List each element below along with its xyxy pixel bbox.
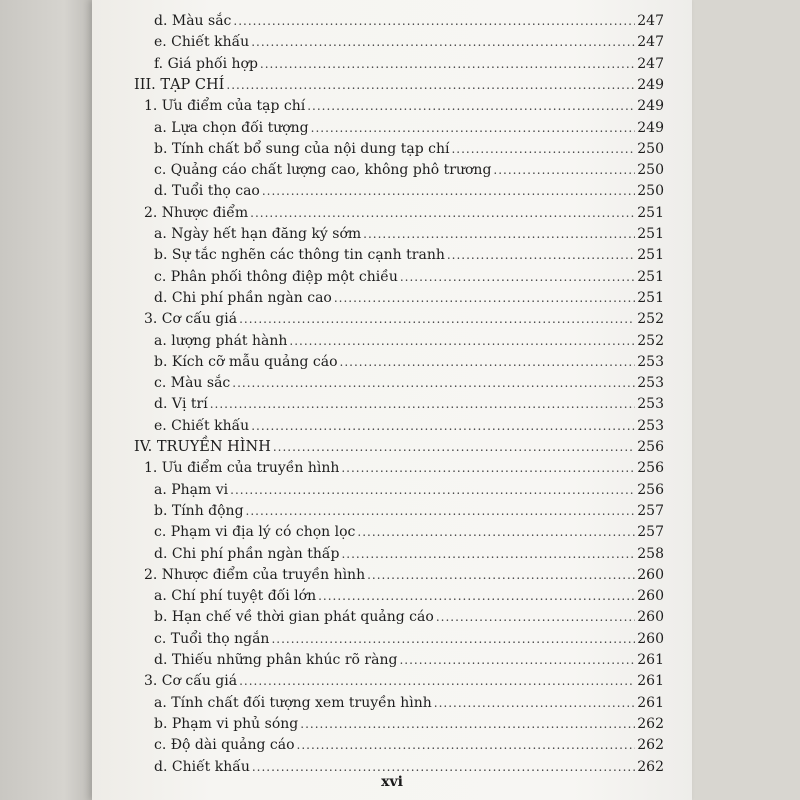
toc-entry [134, 692, 664, 714]
toc-entry-title: a. Tính chất đối tượng xem truyền hình [154, 694, 432, 711]
toc-entry-page: 257 [637, 502, 664, 519]
dot-leader [251, 415, 635, 437]
dot-leader [447, 244, 635, 266]
toc-entry-title: 2. Nhược điểm [144, 204, 249, 221]
toc-entry-title: d. Thiếu những phân khúc rõ ràng [154, 652, 398, 668]
dot-leader [297, 734, 636, 756]
dot-leader [367, 564, 635, 586]
toc-entry-page: 262 [637, 758, 664, 775]
dot-leader [230, 479, 635, 501]
toc-entry-page: 251 [637, 289, 664, 306]
toc-entry [134, 543, 664, 565]
toc-entry-page: 252 [637, 332, 664, 349]
toc-entry [134, 308, 664, 330]
toc-entry [134, 713, 664, 735]
toc-entry [134, 10, 664, 32]
dot-leader [434, 692, 635, 714]
toc-entry-title: d. Chiết khấu [154, 758, 250, 775]
toc-entry [134, 415, 664, 437]
toc-entry-page: 256 [637, 481, 664, 498]
toc-entry [134, 734, 664, 756]
toc-entry-page: 260 [637, 609, 664, 626]
dot-leader [239, 308, 635, 330]
dot-leader [451, 138, 635, 160]
toc-entry [134, 117, 664, 139]
toc-entry-page: 253 [637, 396, 664, 413]
toc-entry [134, 31, 664, 53]
dot-leader [341, 457, 635, 479]
dot-leader [399, 649, 635, 671]
toc-entry-title: b. Phạm vi phủ sóng [154, 715, 299, 732]
dot-leader [318, 585, 635, 607]
toc-entry [134, 606, 664, 628]
toc-entry-title: 1. Ưu điểm của tạp chí [144, 98, 306, 115]
toc-entry-page: 261 [637, 694, 664, 711]
toc-entry-page: 247 [637, 34, 664, 51]
toc-entry-title: b. Tính động [154, 502, 244, 519]
toc-entry [134, 649, 664, 671]
toc-entry-title: 2. Nhược điểm của truyền hình [144, 566, 366, 583]
toc-page [92, 0, 692, 800]
toc-entry [134, 393, 664, 415]
toc-entry-title: IV. TRUYỀN HÌNH [134, 439, 271, 455]
toc-entry [134, 159, 664, 181]
toc-entry [134, 670, 664, 692]
toc-entry-page: 262 [637, 737, 664, 754]
dot-leader [233, 10, 635, 32]
toc-entry-page: 250 [637, 140, 664, 157]
toc-entry-page: 250 [637, 162, 664, 179]
toc-entry-title: III. TẠP CHÍ [134, 76, 225, 93]
toc-entry-page: 247 [637, 55, 664, 72]
toc-entry [134, 436, 664, 458]
dot-leader [250, 202, 635, 224]
toc-entry-title: e. Chiết khấu [154, 34, 250, 51]
toc-entry-title: f. Giá phối hợp [154, 55, 258, 72]
toc-entry-title: c. Phân phối thông điệp một chiều [154, 268, 398, 285]
toc-entry-page: 249 [637, 119, 664, 136]
dot-leader [300, 713, 635, 735]
toc-entry-title: d. Chi phí phần ngàn cao [154, 289, 332, 306]
toc-entry-title: 3. Cơ cấu giá [144, 311, 238, 328]
dot-leader [260, 53, 635, 75]
toc-entry-page: 252 [637, 311, 664, 328]
toc-entry-page: 249 [637, 76, 664, 93]
toc-entry-page: 260 [637, 588, 664, 605]
toc-entry-title: 1. Ưu điểm của truyền hình [144, 460, 340, 477]
toc-entry-title: b. Hạn chế về thời gian phát quảng cáo [154, 609, 434, 626]
toc-entry-page: 253 [637, 375, 664, 392]
toc-entry-page: 249 [637, 98, 664, 115]
dot-leader [311, 117, 636, 139]
toc-entry-title: b. Kích cỡ mẫu quảng cáo [154, 353, 338, 370]
toc-entry [134, 457, 664, 479]
toc-entry-title: e. Chiết khấu [154, 417, 250, 434]
toc-entry-title: c. Quảng cáo chất lượng cao, không phô trương [154, 162, 492, 179]
toc-entry-title: a. Chí phí tuyệt đối lớn [154, 588, 317, 605]
dot-leader [271, 628, 635, 650]
toc-entry-title: a. Phạm vi [154, 481, 229, 498]
toc-entry-page: 251 [637, 204, 664, 221]
toc-entry-title: c. Phạm vi địa lý có chọn lọc [154, 524, 356, 541]
toc-entry-title: c. Độ dài quảng cáo [154, 737, 295, 754]
toc-entry-title: a. Lựa chọn đối tượng [154, 119, 309, 136]
toc-entry-title: d. Chi phí phần ngàn thấp [154, 545, 340, 562]
toc-entry-title: d. Tuổi thọ cao [154, 183, 260, 200]
dot-leader [307, 95, 635, 117]
toc-entry-page: 253 [637, 353, 664, 370]
toc-entry-page: 261 [637, 652, 664, 668]
toc-entry-page: 251 [637, 247, 664, 264]
dot-leader [357, 521, 635, 543]
toc-entry [134, 180, 664, 202]
toc-entry [134, 138, 664, 160]
toc-entry-title: 3. Cơ cấu giá [144, 673, 238, 690]
toc-entry-page: 262 [637, 715, 664, 732]
toc-entry [134, 564, 664, 586]
dot-leader [210, 393, 636, 415]
toc-entry-title: c. Tuổi thọ ngắn [154, 630, 270, 647]
dot-leader [341, 543, 635, 565]
toc-entry-page: 256 [637, 439, 664, 455]
toc-entry-title: b. Sự tắc nghẽn các thông tin cạnh tranh [154, 247, 445, 264]
book-gutter [0, 0, 92, 800]
toc-entry-title: a. Ngày hết hạn đăng ký sớm [154, 226, 362, 242]
dot-leader [239, 670, 635, 692]
toc-entry [134, 479, 664, 501]
toc-entry [134, 500, 664, 522]
toc-entry [134, 202, 664, 224]
dot-leader [493, 159, 635, 181]
toc-entry-title: a. lượng phát hành [154, 332, 288, 349]
page-number-footer: xvi [381, 774, 403, 790]
toc-entry-page: 247 [637, 13, 664, 29]
dot-leader [436, 606, 635, 628]
dot-leader [232, 372, 635, 394]
dot-leader [340, 351, 636, 373]
toc-entry-page: 253 [637, 417, 664, 434]
dot-leader [400, 266, 635, 288]
toc-entry-page: 256 [637, 460, 664, 477]
toc-entry-page: 260 [637, 630, 664, 647]
toc-entry [134, 223, 664, 245]
toc-entry-title: d. Vị trí [154, 396, 208, 413]
toc-entry-page: 251 [637, 226, 664, 242]
toc-entry-title: b. Tính chất bổ sung của nội dung tạp chí [154, 140, 450, 157]
toc-entry-page: 260 [637, 566, 664, 583]
toc-entry [134, 53, 664, 75]
toc-entry [134, 585, 664, 607]
dot-leader [363, 223, 635, 245]
toc-entry [134, 244, 664, 266]
toc-entry-title: d. Màu sắc [154, 13, 232, 29]
toc-entry [134, 74, 664, 96]
dot-leader [334, 287, 635, 309]
toc-entry [134, 287, 664, 309]
toc-entry-page: 261 [637, 673, 664, 690]
toc-entry-page: 257 [637, 524, 664, 541]
dot-leader [246, 500, 636, 522]
dot-leader [262, 180, 635, 202]
dot-leader [226, 74, 635, 96]
toc-entry [134, 521, 664, 543]
toc-entry [134, 95, 664, 117]
toc-entry [134, 266, 664, 288]
dot-leader [273, 436, 635, 458]
toc-entry [134, 351, 664, 373]
toc-entry-page: 258 [637, 545, 664, 562]
toc-entry [134, 628, 664, 650]
dot-leader [289, 330, 635, 352]
toc-entry-page: 250 [637, 183, 664, 200]
toc-entry-title: c. Màu sắc [154, 375, 231, 392]
toc-entry-page: 251 [637, 268, 664, 285]
dot-leader [251, 31, 635, 53]
toc-entry [134, 372, 664, 394]
toc-entry [134, 330, 664, 352]
